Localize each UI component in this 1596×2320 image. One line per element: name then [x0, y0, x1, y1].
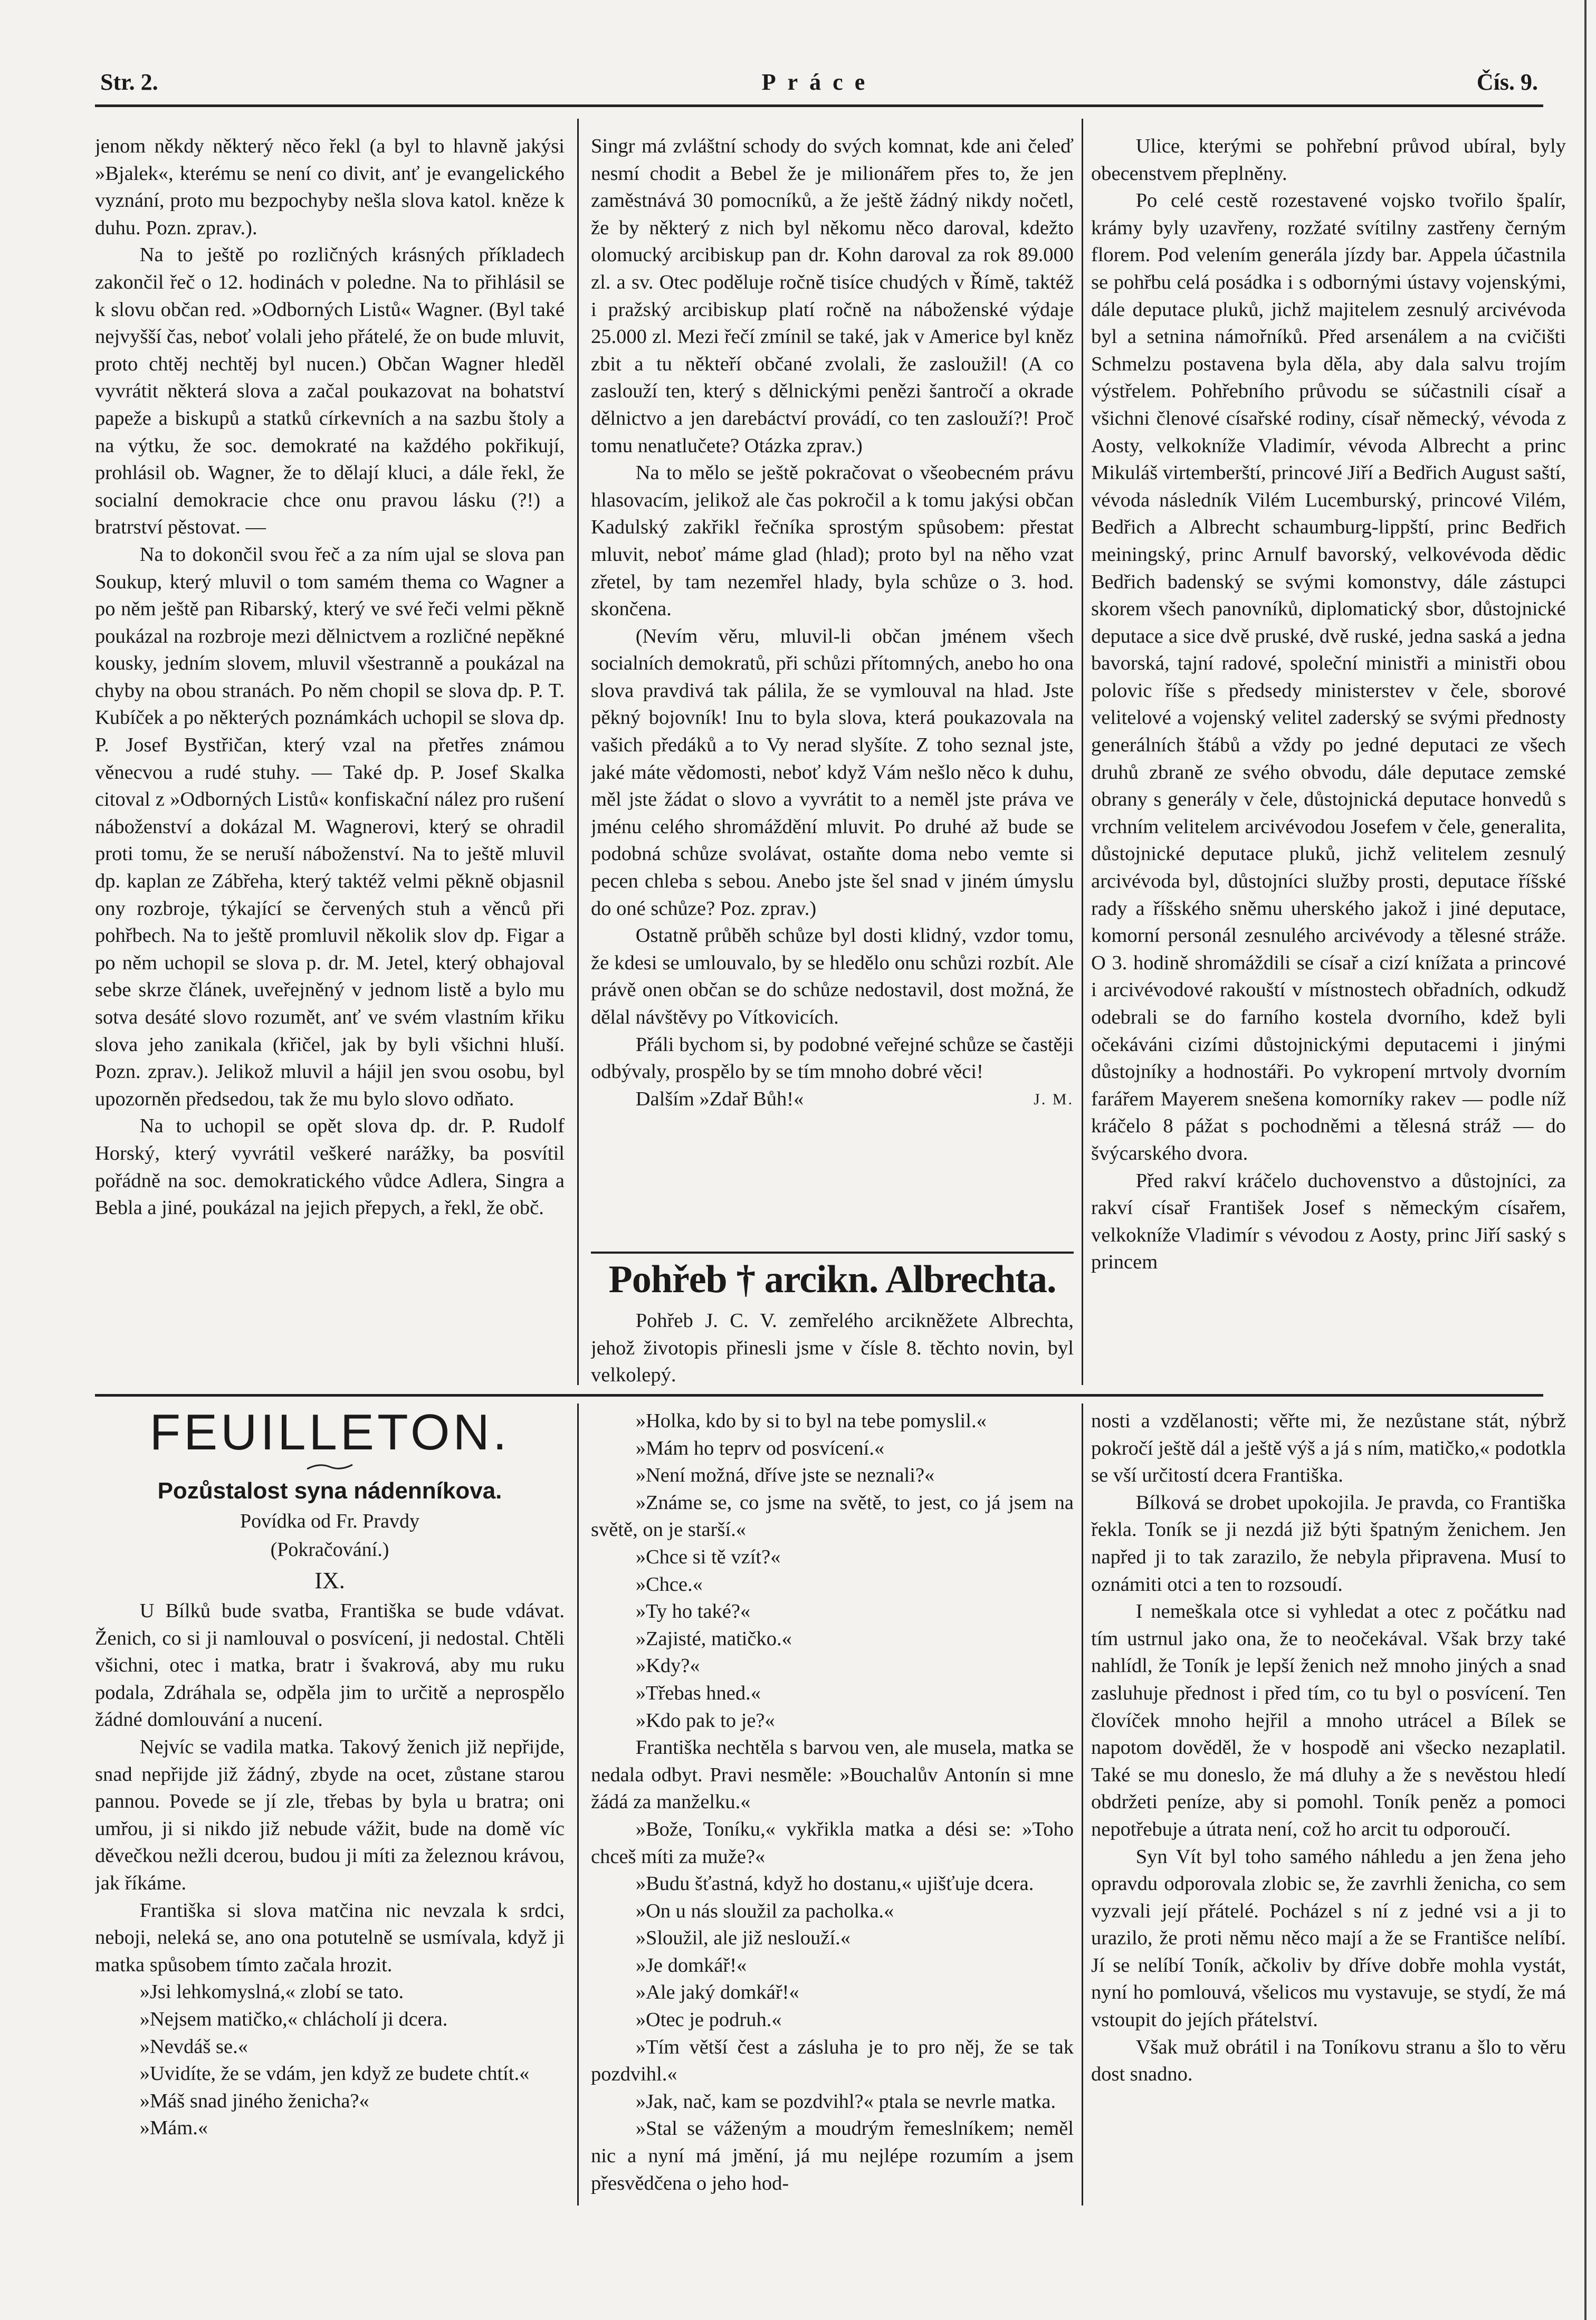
story-paragraph: »Chce.« [635, 1573, 703, 1596]
article-paragraph: (Nevím věru, mluvil-li občan jménem všech socialních demokratů, při schůzi přítomných, anebo ho ona slova pravdivá tak pálila, že se vymlouval na hlad. Jste pěkný bojovník! Inu to byla slova, která poukazovala na vašich předáků a to Vy nerad slyšíte. Z toho seznal jste, jaké máte vědomosti, neboť když Vám nešlo něco k duhu, měl jste žádat o slovo a vyvrátit to a neměl jste práva ve jménu celého shromáždění mluvit. Po druhé až bude se podobná schůze svolávat, ostaňte doma nebo vemte si pecen chleba s sebou. Anebo jste šel snad v jiném úmyslu do oné schůze? Poz. zprav.) [591, 625, 1074, 920]
article-paragraph: Na to dokončil svou řeč a za ním ujal se slova pan Soukup, který mluvil o tom samém thema co Wagner a po něm ještě pan Ribarský, který ve své řeči velmi pěkně poukázal na rozbroje mezi dělnictvem a rozličné nepěkné kousky, jedním slovem, mluvil všestranně a poukázal na chyby na obou stranách. Po něm chopil se slova dp. P. T. Kubíček a po některých poznámkách uchopil se slova dp. P. Josef Bystřičan, který vzal na přetřes známou věnecvou a rudé stuhy. — Také dp. P. Josef Skalka citoval z »Odborných Listů« konfiskační nález pro rušení náboženství a dokázal M. Wagnerovi, který se ohradil proti tomu, že se neruší náboženství. Na to ještě mluvil dp. kaplan ze Zábřeha, který taktéž velmi pěkně objasnil ony rozbroje, týkající se červených stuh a věnců při pohřbech. Na to ještě promluvil několik slov dp. Figar a po něm uchopil se slova p. dr. M. Jetel, který obhajoval sebe skrze článek, uveřejněný v jednom listě a bylo mu sotva desáté slovo rozumět, anť ve svém vlastním křiku slova jeho zanikala (křičel, jak by byli všichni hluší. Pozn. zprav.). Jelikož mluvil a hájil jen svou osobu, byl upozorněn předsedou, tak že mu bylo slovo odňato. [95, 543, 565, 1110]
article-closing [591, 1086, 1074, 1113]
story-paragraph: »Třebas hned.« [635, 1682, 761, 1704]
story-paragraph: »Kdy?« [635, 1655, 700, 1677]
story-paragraph: Nejvíc se vadila matka. Takový ženich již nepřijde, snad nepřijde již žádný, zbyde na ocet, zůstane starou pannou. Povede se jí zle, třebas by byla u bratra; oni umřou, ji si nikdo již nebude vážit, bude na domě víc děvečkou nežli dcerou, budou ji míti za železnou krávou, jak říkáme. [95, 1735, 565, 1894]
story-paragraph: Však muž obrátil i na Toníkovu stranu a šlo to věru dost snadno. [1091, 2036, 1566, 2086]
author-signature: J. M. [1034, 1090, 1074, 1108]
obituary-column-2 [591, 1307, 1074, 1392]
article-paragraph: Přáli bychom si, by podobné veřejné schůze se častěji odbývaly, prospělo by se tím mnoho dobré věci! [591, 1033, 1074, 1083]
obituary-column-3 [1091, 133, 1566, 1368]
obituary-paragraph: Před rakví kráčelo duchovenstvo a důstojníci, za rakví císař František Josef s německým císařem, velkokníže Vladimír s vévodou z Aosty, princ Jiří saský s princem [1091, 1169, 1566, 1274]
obituary-headline: Pohřeb † arcikn. Albrechta. [608, 1258, 1056, 1301]
story-title: Pozůstalost syna nádenníkova. [157, 1478, 502, 1504]
story-paragraph: »Stal se váženým a moudrým řemeslníkem; neměl nic a nyní má jmění, já mu nejlépe rozumím a jsem přesvědčena o jeho hod- [591, 2117, 1074, 2194]
story-paragraph: »Jak, nač, kam se pozdvihl?« ptala se nevrle matka. [635, 2090, 1056, 2113]
story-paragraph: »Jsi lehkomyslná,« zlobí se tato. [139, 1981, 404, 2003]
story-paragraph: »Uvidíte, že se vdám, jen když ze budete chtít.« [139, 2063, 530, 2085]
story-continued: (Pokračování.) [270, 1539, 389, 1561]
story-paragraph: »Známe se, co jsme na světě, to jest, co já jsem na světě, on je starší.« [591, 1491, 1074, 1541]
chapter-number: IX. [314, 1568, 345, 1593]
article-paragraph: Ostatně průběh schůze byl dosti klidný, vzdor tomu, že kdesi se umlouvalo, by se hledělo onu schůzi rozbít. Ale právě onen občan se do schůze nedostavil, dost možná, že dělal návštěvy po Vítkovicích. [591, 924, 1074, 1028]
section-rule [591, 1252, 1074, 1254]
story-paragraph: »Kdo pak to je?« [635, 1709, 775, 1732]
feuilleton-column-3 [1091, 1408, 1566, 2199]
story-paragraph: nosti a vzdělanosti; věřte mi, že nezůstane stát, nýbrž pokročí ještě dál a ještě výš a já s ním, matičko,« podotkla se vší určitostí dcera Františka. [1091, 1410, 1566, 1487]
closing-greeting: Dalším »Zdař Bůh!« [635, 1087, 804, 1110]
story-paragraph: »Sloužil, ale již neslouží.« [635, 1927, 851, 1950]
story-paragraph: Františka si slova matčina nic nevzala k srdci, neboji, neleká se, ano ona potutelně se usmívala, když ji matka spůsobem tímto začala hrozit. [95, 1899, 565, 1976]
story-paragraph: »On u nás sloužil za pacholka.« [635, 1899, 894, 1922]
obituary-paragraph: Pohřeb J. C. V. zemřelého arcikněžete Albrechta, jehož životopis přinesli jsme v čísle 8. těchto novin, byl velkolepý. [591, 1310, 1074, 1387]
page-number: Str. 2. [100, 69, 158, 95]
page-header [100, 69, 1538, 106]
story-paragraph: I nemeškala otce si vyhledat a otec z počátku nad tím ustrnul jako ona, že to neočekával. Však brzy také nahlídl, že Toník je lepší ženich než mnoho jiných a snad zasluhuje přednost i před tím, co tu byl o posvícení. Ten človíček mnoho hejřil a mnoho utrácel a Bílek se napotom dověděl, že v hospodě ani všecko nezaplatil. Také se mu doneslo, že má dluhy a že s nevěstou hledí obdržeti peníze, aby si pomohl. Toník peněz a pomoci nepotřebuje a útrata není, což ho arcit tu odporoučí. [1091, 1600, 1566, 1840]
story-paragraph: »Ale jaký domkář!« [635, 1981, 799, 2004]
story-paragraph: Bílková se drobet upokojila. Je pravda, co Františka řekla. Toník se ji nezdá již býti špatným ženichem. Jen napřed ji to tak zarazilo, že nebyla připravena. Musí to oznámiti otci a ten to rozsoudí. [1091, 1491, 1566, 1596]
article-column-2 [591, 133, 1074, 1256]
story-paragraph: »Tím větší čest a zásluha je to pro něj, že se tak pozdvihl.« [591, 2036, 1074, 2086]
story-paragraph: »Máš snad jiného ženicha?« [139, 2089, 369, 2112]
obituary-paragraph: Po celé cestě rozestavené vojsko tvořilo špalír, krámy byly uzavřeny, rozžaté svítilny zastřeny černým florem. Pod velením generála jízdy bar. Appela účastnila se pohřbu celá posádka i s odbornými ústavy vojenskými, dále deputace pluků, jichž majitelem zesnulý arcivévoda byl a setnina námořníků. Před arsenálem a na cvičišti Schmelzu postavena byla děla, aby dala salvu trojím výstřelem. Pohřebního průvodu se súčastnili císař a všichni členové císařské rodiny, císař německý, vévoda z Aosty, velkokníže Vladimír, vévoda Albrecht a princ Mikuláš virtemberští, princové Jiří a Bedřich August saští, vévoda následník Vilém Lucemburský, princové Vilém, Bedřich a Albrecht schaumburg-lippští, princ Bedřich meiningský, princ Arnulf bavorský, velkovévoda dědic Bedřich badenský se svými komonstvy, dále zástupci skorem všech panovníků, diplomatický sbor, důstojnické deputace a sice dvě pruské, dvě ruské, jedna saská a jedna bavorská, tajní radové, společní ministři a ministři obou polovic říše s předsedy ministerstev v čele, sborové velitelové a vojenský velitel zaderský se svými přednosty generálních štábů a vždy po jedné deputaci ze všech druhů zbraně ze svého obvodu, dále deputace zemské obrany s generály v čele, důstojnická deputace honvedů s vrchním velitelem arcivévodou Josefem v čele, generalita, důstojnické deputace pluků, jichž velitelem zesnulý arcivévoda byl, důstojníci služby prosti, deputace říšské rady a říšského sněmu uherského jakož i jiné deputace, komorní personál zesnulého arcivévody a tělesné stráže. O 3. hodině shromáždili se císař a cizí knížata a princové i arcivévodové rakouští v místnostech obřadních, odkudž odebrali se do farního kostela dvorního, kdež byli očekáváni cizími důstojnickými deputacemi i jinými důstojníky a hodnostáři. Po vykropení mrtvoly dvorním farářem Mayerem snešena komorníky rakev — podle níž kráčelo 8 pážat s pochodněmi a tělesná stráž — do švýcarského dvora. [1091, 189, 1566, 1164]
story-author: Povídka od Fr. Pravdy [240, 1510, 419, 1532]
story-paragraph: »Zajisté, matičko.« [635, 1627, 792, 1650]
ornament-icon [306, 1462, 353, 1472]
page-border-right [1584, 0, 1587, 2320]
story-paragraph: Františka nechtěla s barvou ven, ale musela, matka se nedala odbyt. Pravi nesměle: »Bouchalův Antonín si mne žádá za manželku.« [591, 1736, 1074, 1813]
feuilleton-column-1 [95, 1598, 565, 2220]
column-divider [577, 119, 579, 1385]
article-column-1 [95, 133, 565, 1368]
issue-number: Čís. 9. [1476, 69, 1538, 95]
article-paragraph: Na to mělo se ještě pokračovat o všeobecném právu hlasovacím, jelikož ale čas pokročil a k tomu jakýsi občan Kadulský zakřikl řečníka sprostým spůsobem: přestat mluvit, neboť máme glad (hlad); proto byl na něho vzat zřetel, by tam nezemřel hlady, byla schůze o 3. hod. skončena. [591, 462, 1074, 620]
masthead-title: Práce [761, 69, 877, 95]
story-paragraph: »Holka, kdo by si to byl na tebe pomyslil.« [635, 1410, 987, 1432]
story-paragraph: »Je domkář!« [635, 1954, 747, 1977]
story-paragraph: »Chce si tě vzít?« [635, 1545, 781, 1568]
header-rule [95, 104, 1543, 107]
feuilleton-divider [577, 1404, 579, 2206]
article-paragraph: Singr má zvláštní schody do svých komnat, kde ani čeleď nesmí chodit a Bebel že je milionářem přes to, že jen zaměstnává 30 pomocníků, a že ještě žádný nikdy nočetl, že by některý z nich byl někomu něco daroval, kdežto olomucký arcibiskup pan dr. Kohn daroval za rok 89.000 zl. a sv. Otec poděluje ročně tisíce chudých v Římě, taktéž i pražský arcibiskup platí ročně na náboženské výdaje 25.000 zl. Mezi řečí zmínil se také, jak v Americe byl kněz zbit a tu někteří občané zvolali, že zasloužil! (A co zaslouží ten, který s dělnickými penězi šantročí a okrade dělnictvo a jen darebáctví provádí, co ten zaslouží?! Proč tomu nenatlučete? Otázka zprav.) [591, 135, 1074, 457]
story-paragraph: »Otec je podruh.« [635, 2009, 782, 2031]
feuilleton-rule [95, 1394, 1543, 1397]
feuilleton-heading: FEUILLETON. [149, 1404, 510, 1460]
story-paragraph: Syn Vít byl toho samého náhledu a jen žena jeho opravdu odporovala zlobic se, že zavrhli ženicha, co sem vyzvali její přátelé. Pocházel s ní z jedné vsi a ji to urazilo, že proti němu něco mají a že se Františce nelíbí. Jí se nelíbí Toník, ačkoliv by dříve dobře mohla vystát, nyní ho pomlouvá, všelicos mu vystavuje, se stydí, že má vstoupit do jejích přátelství. [1091, 1845, 1566, 2031]
story-paragraph: »Mám ho teprv od posvícení.« [635, 1437, 885, 1459]
obituary-paragraph: Ulice, kterými se pohřební průvod ubíral, byly obecenstvem přeplněny. [1091, 135, 1566, 185]
feuilleton-divider [1082, 1404, 1083, 2206]
story-paragraph: »Bože, Toníku,« vykřikla matka a dési se: »Toho chceš míti za muže?« [591, 1818, 1074, 1868]
column-divider [1082, 119, 1083, 1385]
story-paragraph: »Mám.« [139, 2117, 208, 2140]
story-paragraph: »Nevdáš se.« [139, 2035, 248, 2058]
story-paragraph: »Ty ho také?« [635, 1600, 751, 1623]
article-paragraph: Na to uchopil se opět slova dp. dr. P. Rudolf Horský, který vyvrátil veškeré narážky, ba posvítil pořádně na soc. demokratického vůdce Adlera, Singra a Bebla a jiné, poukázal na jejich přepych, a řekl, že obč. [95, 1115, 565, 1219]
story-paragraph: »Nejsem matičko,« chlácholí ji dcera. [139, 2008, 448, 2030]
story-paragraph: »Budu šťastná, když ho dostanu,« ujišťuje dcera. [635, 1873, 1034, 1895]
feuilleton-column-2 [591, 1408, 1074, 2199]
story-paragraph: U Bílků bude svatba, Františka se bude vdávat. Ženich, co si ji namlouval o posvícení, ji nedostal. Chtěli všichni, otec i matka, bratr i švakrová, aby mu ruku podala, Zdráhala se, odpěla jim to určitě a neprospělo žádné domlouvání a nucení. [95, 1600, 565, 1731]
article-paragraph: Na to ještě po rozličných krásných příkladech zakončil řeč o 12. hodinách v poledne. Na to přihlásil se k slovu občan red. »Odborných Listů« Wagner. (Byl také nejvyšší čas, neboť volali jeho přátelé, že on bude mluvit, proto chtěj nechtěj byl nucen.) Občan Wagner hleděl vyvrátit některá slova a začal poukazovat na bohatství papeže a biskupů a statků církevních a na sazbu štoly a na výtku, že soc. demokraté na každého pokřikují, prohlásil ob. Wagner, že to dělají kluci, a dále řekl, že socialní demokracie chce onu pravou lásku (?!) a bratrství pěstovat. — [95, 244, 565, 539]
article-paragraph: jenom někdy některý něco řekl (a byl to hlavně jakýsi »Bjalek«, kterému se není co divit, anť je evangelického vyznání, proto mu bezpochyby nešla slova katol. kněze k duhu. Pozn. zprav.). [95, 135, 565, 239]
story-paragraph: »Není možná, dříve jste se neznali?« [635, 1464, 935, 1487]
